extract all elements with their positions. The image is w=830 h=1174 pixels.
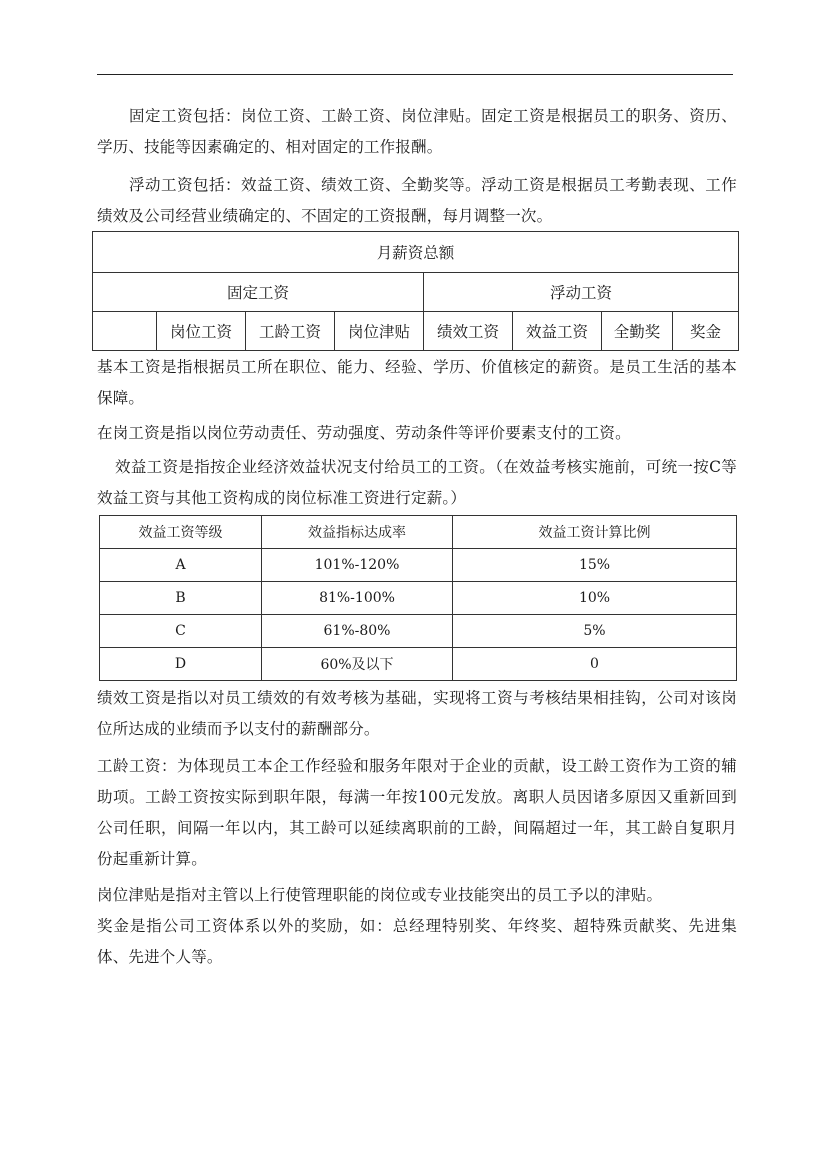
salary-item-cell: 全勤奖 [602, 312, 673, 351]
paragraph-post-pay: 在岗工资是指以岗位劳动责任、劳动强度、劳动条件等评价要素支付的工资。 [97, 424, 631, 442]
paragraph-bonus: 奖金是指公司工资体系以外的奖励，如：总经理特别奖、年终奖、超特殊贡献奖、先进集体、先进个人等。 [97, 917, 737, 966]
rate-cell: 101%-120% [262, 549, 453, 582]
salary-item-cell [93, 312, 157, 351]
salary-item-cell: 奖金 [673, 312, 739, 351]
paragraph-basic-pay: 基本工资是指根据员工所在职位、能力、经验、学历、价值核定的薪资。是员工生活的基本保障。 [97, 358, 737, 407]
benefit-grade-table [99, 515, 737, 681]
salary-item-cell: 效益工资 [513, 312, 602, 351]
salary-total-header: 月薪资总额 [93, 232, 739, 273]
fixed-pay-group-header: 固定工资 [93, 273, 424, 312]
grade-table-header: 效益指标达成率 [262, 516, 453, 549]
grade-cell: D [100, 648, 262, 681]
paragraph-fixed-pay: 固定工资包括：岗位工资、工龄工资、岗位津贴。固定工资是根据员工的职务、资历、学历、技能等因素确定的、相对固定的工作报酬。 [97, 107, 737, 156]
ratio-cell: 15% [453, 549, 737, 582]
paragraph-seniority-pay: 工龄工资：为体现员工本企工作经验和服务年限对于企业的贡献，设工龄工资作为工资的辅助项。工龄工资按实际到职年限，每满一年按100元发放。离职人员因诸多原因又重新回到公司任职，间隔一年以内，其工龄可以延续离职前的工龄，间隔超过一年，其工龄自复职月份起重新计算。 [97, 757, 737, 868]
grade-cell: A [100, 549, 262, 582]
rate-cell: 81%-100% [262, 582, 453, 615]
header-rule [97, 74, 733, 75]
grade-table-header: 效益工资计算比例 [453, 516, 737, 549]
grade-cell: B [100, 582, 262, 615]
salary-structure-table [92, 231, 739, 351]
rate-cell: 61%-80% [262, 615, 453, 648]
grade-cell: C [100, 615, 262, 648]
salary-item-cell: 岗位津贴 [335, 312, 424, 351]
table-row [100, 615, 737, 648]
paragraph-floating-pay: 浮动工资包括：效益工资、绩效工资、全勤奖等。浮动工资是根据员工考勤表现、工作绩效及公司经营业绩确定的、不固定的工资报酬，每月调整一次。 [97, 176, 737, 225]
ratio-cell: 5% [453, 615, 737, 648]
table-row [100, 549, 737, 582]
rate-cell: 60%及以下 [262, 648, 453, 681]
salary-item-cell: 绩效工资 [424, 312, 513, 351]
table-row [100, 648, 737, 681]
ratio-cell: 10% [453, 582, 737, 615]
paragraph-performance-pay: 绩效工资是指以对员工绩效的有效考核为基础，实现将工资与考核结果相挂钩，公司对该岗位所达成的业绩而予以支付的薪酬部分。 [97, 689, 737, 738]
salary-item-cell: 岗位工资 [157, 312, 246, 351]
ratio-cell: 0 [453, 648, 737, 681]
paragraph-benefit-pay: 效益工资是指按企业经济效益状况支付给员工的工资。（在效益考核实施前，可统一按C等效益工资与其他工资构成的岗位标准工资进行定薪。） [97, 458, 737, 507]
floating-pay-group-header: 浮动工资 [424, 273, 739, 312]
salary-item-cell: 工龄工资 [246, 312, 335, 351]
paragraph-post-allowance: 岗位津贴是指对主管以上行使管理职能的岗位或专业技能突出的员工予以的津贴。 [97, 886, 663, 904]
grade-table-header: 效益工资等级 [100, 516, 262, 549]
table-row [100, 582, 737, 615]
